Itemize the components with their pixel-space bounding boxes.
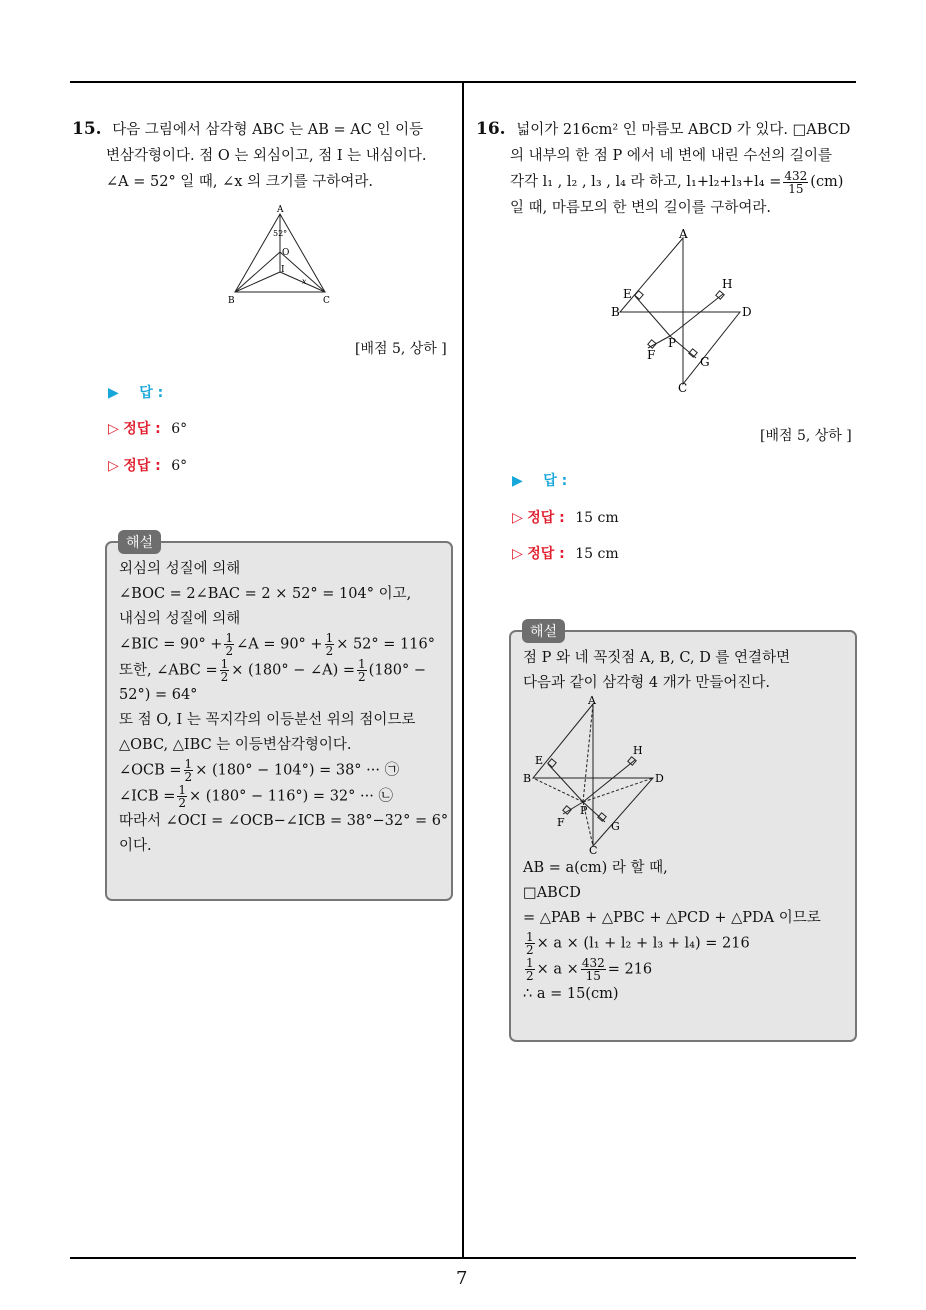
answer-row bbox=[512, 470, 567, 490]
explanation-line: = △PAB + △PBC + △PCD + △PDA 이므로 bbox=[523, 910, 821, 926]
explanation-line: 또 점 O, I 는 꼭지각의 이등분선 위의 점이므로 bbox=[119, 712, 416, 728]
triangle-filled-icon: ▶ bbox=[512, 473, 523, 489]
correct-answer-row bbox=[108, 455, 187, 475]
correct-label: 정답 : bbox=[123, 421, 161, 437]
label-e: E bbox=[535, 754, 544, 767]
label-p: P bbox=[668, 336, 677, 350]
correct-value: 15 cm bbox=[575, 546, 619, 562]
question-text-line: ∠A = 52° 일 때, ∠x 의 크기를 구하여라. bbox=[106, 174, 373, 190]
explanation-line: $\frac{1}{2}$ × a × $\frac{432}{15}$ = 216 bbox=[526, 955, 653, 983]
label-d: D bbox=[742, 305, 752, 319]
correct-label: 정답 : bbox=[527, 546, 565, 562]
triangle-outline-icon: ▷ bbox=[512, 546, 523, 562]
label-c: C bbox=[589, 844, 598, 856]
explanation-box bbox=[105, 541, 453, 901]
explanation-line: ∠OCB = $\frac{1}{2}$ × (180° − 104°) = 38° ··· ㉠ bbox=[119, 757, 400, 784]
label-h: H bbox=[633, 744, 643, 757]
question-text-line: 넓이가 216cm² 인 마름모 ABCD 가 있다. □ABCD bbox=[516, 122, 851, 138]
question-15 bbox=[72, 116, 457, 195]
explanation-line: AB = a(cm) 라 할 때, bbox=[523, 860, 668, 876]
label-c: C bbox=[678, 381, 688, 395]
label-angle: 52° bbox=[273, 229, 288, 238]
triangle-figure bbox=[222, 200, 342, 310]
label-b: B bbox=[228, 296, 235, 306]
explanation-line: ∴ a = 15(cm) bbox=[523, 986, 619, 1002]
explanation-line: 이다. bbox=[119, 838, 152, 854]
answer-label: 답 : bbox=[543, 473, 568, 489]
answer-label: 답 : bbox=[139, 385, 164, 401]
label-g: G bbox=[611, 820, 620, 833]
correct-value: 15 cm bbox=[575, 510, 619, 526]
correct-label: 정답 : bbox=[123, 458, 161, 474]
bottom-rule bbox=[70, 1257, 856, 1259]
score-label: [배점 5, 상하 ] bbox=[760, 428, 852, 444]
correct-answer-row bbox=[512, 507, 619, 527]
rhombus-figure bbox=[608, 226, 758, 398]
triangle-outline-icon: ▷ bbox=[108, 421, 119, 437]
explanation-line: 점 P 와 네 꼭짓점 A, B, C, D 를 연결하면 bbox=[523, 650, 791, 666]
answer-row bbox=[108, 382, 163, 402]
question-16 bbox=[476, 116, 861, 221]
label-i: I bbox=[281, 265, 285, 275]
question-number: 15. bbox=[72, 119, 102, 139]
explanation-tab: 해설 bbox=[522, 619, 565, 643]
explanation-line: 또한, ∠ABC = $\frac{1}{2}$ × (180° − ∠A) = $\frac{1}{2}$ (180° − bbox=[119, 656, 427, 684]
correct-answer-row bbox=[512, 543, 619, 563]
explanation-line: △OBC, △IBC 는 이등변삼각형이다. bbox=[119, 737, 352, 753]
question-text-line: 일 때, 마름모의 한 변의 길이를 구하여라. bbox=[510, 200, 771, 216]
label-p: P bbox=[580, 804, 588, 817]
label-f: F bbox=[647, 348, 656, 362]
question-text-line: 다음 그림에서 삼각형 ABC 는 AB = AC 인 이등 bbox=[112, 122, 424, 138]
question-text-line: 의 내부의 한 점 P 에서 네 변에 내린 수선의 길이를 bbox=[510, 148, 832, 164]
explanation-line: 외심의 성질에 의해 bbox=[119, 561, 241, 577]
label-c: C bbox=[323, 296, 330, 306]
explanation-line: ∠BOC = 2∠BAC = 2 × 52° = 104° 이고, bbox=[119, 586, 412, 602]
question-number: 16. bbox=[476, 119, 506, 139]
explanation-tab: 해설 bbox=[118, 530, 161, 554]
question-text-line: 각각 l₁ , l₂ , l₃ , l₄ 라 하고, l₁+l₂+l₃+l₄ = $\frac{432}{15}$ (cm) bbox=[510, 168, 844, 196]
label-g: G bbox=[700, 355, 710, 369]
explanation-line: 52°) = 64° bbox=[119, 687, 198, 703]
label-f: F bbox=[557, 816, 565, 829]
explanation-line: 내심의 성질에 의해 bbox=[119, 611, 241, 627]
column-divider bbox=[462, 82, 464, 1258]
explanation-line: 다음과 같이 삼각형 4 개가 만들어진다. bbox=[523, 675, 770, 691]
explanation-box bbox=[509, 630, 857, 1042]
label-o: O bbox=[282, 248, 290, 258]
triangle-outline-icon: ▷ bbox=[512, 510, 523, 526]
rhombus-explanation-figure bbox=[523, 696, 673, 856]
explanation-line: 따라서 ∠OCI = ∠OCB−∠ICB = 38°−32° = 6° bbox=[119, 813, 449, 829]
label-b: B bbox=[611, 305, 620, 319]
correct-value: 6° bbox=[171, 458, 188, 474]
label-e: E bbox=[623, 287, 632, 301]
triangle-filled-icon: ▶ bbox=[108, 385, 119, 401]
label-a: A bbox=[277, 205, 284, 215]
label-b: B bbox=[523, 772, 532, 785]
triangle-outline-icon: ▷ bbox=[108, 458, 119, 474]
label-x: x bbox=[302, 277, 307, 286]
score-label: [배점 5, 상하 ] bbox=[355, 341, 447, 357]
explanation-line: ∠BIC = 90° + $\frac{1}{2}$ ∠A = 90° + $\frac{1}{2}$ × 52° = 116° bbox=[119, 631, 435, 658]
label-a: A bbox=[588, 696, 596, 707]
label-a: A bbox=[679, 227, 688, 241]
correct-label: 정답 : bbox=[527, 510, 565, 526]
page-number: 7 bbox=[456, 1268, 468, 1289]
label-d: D bbox=[655, 772, 664, 785]
explanation-line: □ABCD bbox=[523, 885, 581, 901]
question-text-line: 변삼각형이다. 점 O 는 외심이고, 점 I 는 내심이다. bbox=[106, 148, 427, 164]
label-h: H bbox=[722, 277, 733, 291]
explanation-line: ∠ICB = $\frac{1}{2}$ × (180° − 116°) = 32° ··· ㉡ bbox=[119, 782, 393, 810]
explanation-line: $\frac{1}{2}$ × a × (l₁ + l₂ + l₃ + l₄) = 216 bbox=[526, 930, 750, 957]
correct-answer-row bbox=[108, 418, 187, 438]
correct-value: 6° bbox=[171, 421, 188, 437]
